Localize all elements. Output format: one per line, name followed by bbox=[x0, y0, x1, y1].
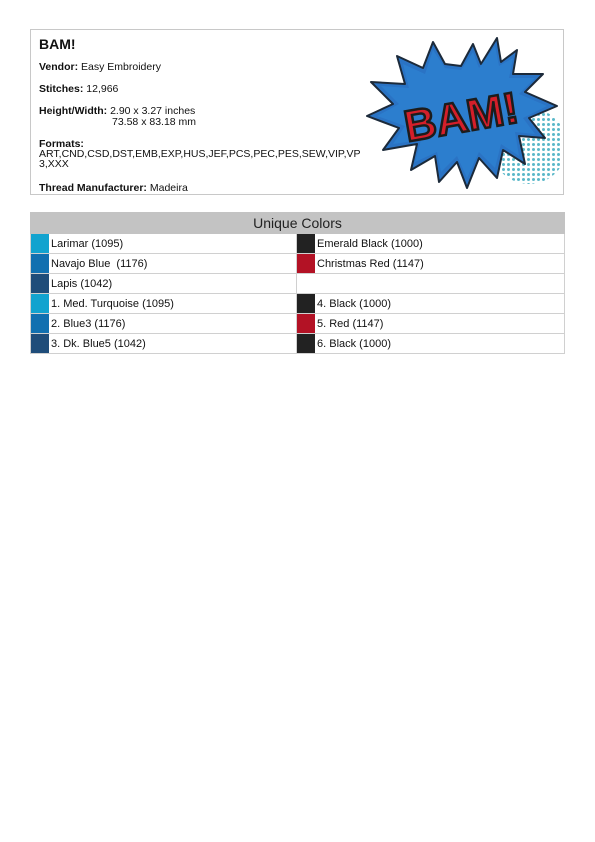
thread-manufacturer-label: Thread Manufacturer: bbox=[39, 182, 147, 194]
color-swatch bbox=[31, 254, 49, 273]
color-label: Larimar (1095) bbox=[51, 238, 124, 250]
color-label: 4. Black (1000) bbox=[317, 298, 391, 310]
vendor-row bbox=[39, 61, 161, 73]
color-label: 2. Blue3 (1176) bbox=[51, 318, 126, 330]
color-cell bbox=[297, 294, 565, 314]
stitches-value: 12,966 bbox=[86, 83, 119, 95]
color-cell bbox=[30, 234, 297, 254]
color-cell bbox=[30, 294, 297, 314]
color-label: 5. Red (1147) bbox=[317, 318, 384, 330]
bam-design-image bbox=[361, 32, 561, 194]
color-swatch bbox=[31, 274, 49, 293]
color-swatch bbox=[297, 294, 315, 313]
color-label: 6. Black (1000) bbox=[317, 338, 391, 350]
color-label: Emerald Black (1000) bbox=[317, 238, 423, 250]
formats-value: ART,CND,CSD,DST,EMB,EXP,HUS,JEF,PCS,PEC,PES,SEW,VIP,VP3,XXX bbox=[39, 148, 361, 170]
vendor-label: Vendor: bbox=[39, 61, 79, 73]
color-label: Christmas Red (1147) bbox=[317, 258, 424, 270]
color-swatch bbox=[31, 234, 49, 253]
color-swatch bbox=[297, 334, 315, 353]
design-info-box bbox=[30, 29, 564, 195]
empty-color-cell bbox=[297, 274, 565, 294]
color-cell bbox=[30, 274, 297, 294]
color-swatch bbox=[297, 234, 315, 253]
height-width-inches: 2.90 x 3.27 inches bbox=[110, 105, 196, 117]
color-cell bbox=[297, 314, 565, 334]
height-width-mm: 73.58 x 83.18 mm bbox=[112, 116, 197, 128]
color-cell bbox=[30, 334, 297, 354]
stitches-label: Stitches: bbox=[39, 83, 84, 95]
color-swatch bbox=[31, 294, 49, 313]
color-label: Lapis (1042) bbox=[51, 278, 113, 290]
color-swatch bbox=[297, 314, 315, 333]
color-swatch bbox=[31, 314, 49, 333]
color-cell bbox=[297, 234, 565, 254]
color-grid bbox=[30, 234, 565, 354]
color-cell bbox=[297, 334, 565, 354]
height-width-label: Height/Width: bbox=[39, 105, 108, 117]
thread-manufacturer-row bbox=[39, 182, 188, 194]
design-title: BAM! bbox=[39, 36, 76, 52]
unique-colors-table bbox=[30, 212, 565, 354]
color-cell bbox=[297, 254, 565, 274]
stitches-row bbox=[39, 83, 118, 95]
thread-manufacturer-value: Madeira bbox=[149, 182, 188, 194]
color-cell bbox=[30, 314, 297, 334]
svg-text:BAM!: BAM! bbox=[400, 83, 523, 152]
color-label: Navajo Blue (1176) bbox=[51, 258, 148, 270]
color-label: 1. Med. Turquoise (1095) bbox=[51, 298, 174, 310]
vendor-value: Easy Embroidery bbox=[81, 61, 161, 73]
formats-label: Formats: bbox=[39, 138, 84, 150]
color-swatch bbox=[297, 254, 315, 273]
color-swatch bbox=[31, 334, 49, 353]
color-label: 3. Dk. Blue5 (1042) bbox=[51, 338, 146, 350]
unique-colors-header: Unique Colors bbox=[30, 212, 565, 234]
color-cell bbox=[30, 254, 297, 274]
